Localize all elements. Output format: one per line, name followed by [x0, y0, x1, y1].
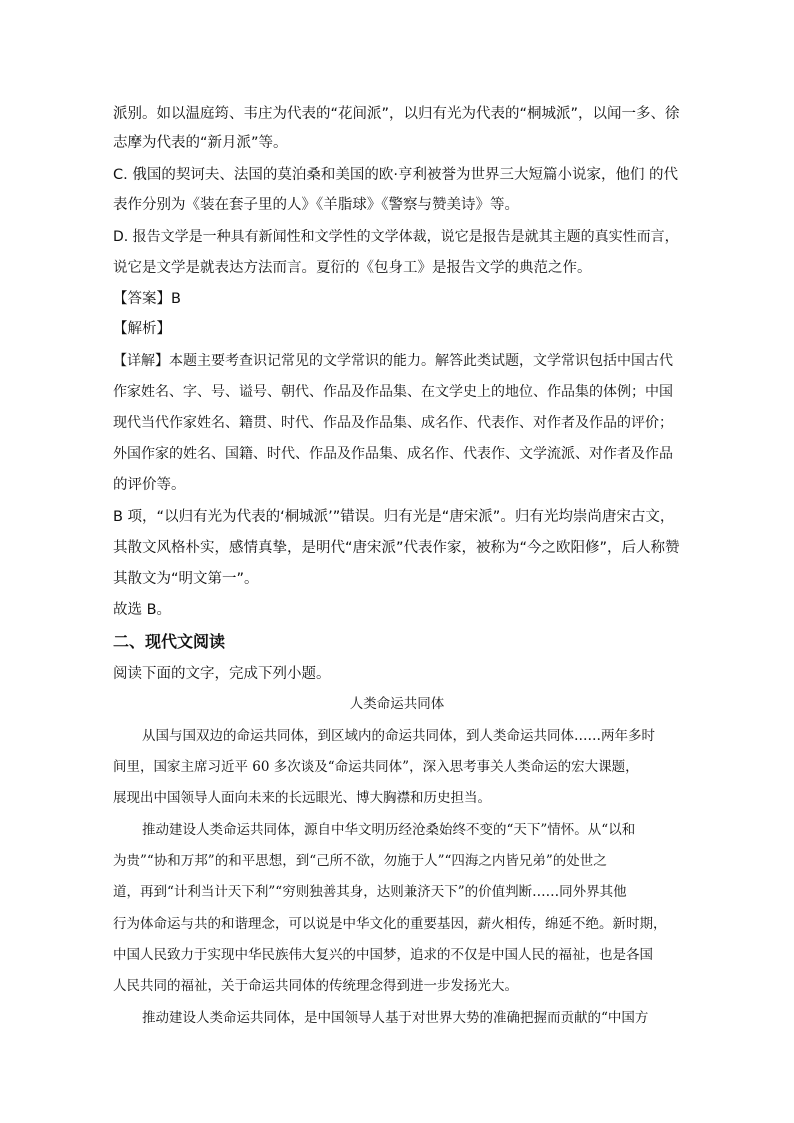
article-line: 展现出中国领导人面向未来的长远眼光、博大胸襟和历史担当。	[113, 790, 491, 806]
article-line: 中国人民致力于实现中华民族伟大复兴的中国梦，追求的不仅是中国人民的福祉，也是各国	[113, 947, 653, 963]
explanation-line: 的评价等。	[113, 477, 186, 493]
explanation-line: 其散文风格朴实，感情真挚，是明代“唐宋派”代表作家，被称为“今之欧阳修”，后人称赞	[113, 540, 680, 556]
article-title: 人类命运共同体	[349, 696, 445, 712]
article-line: 道，再到“计利当计天下利”“穷则独善其身，达则兼济天下”的价值判断……同外界其他	[113, 884, 627, 900]
analysis-label: 【解析】	[113, 321, 171, 337]
article-line: 间里，国家主席习近平 60 多次谈及“命运共同体”，深入思考事关人类命运的宏大课题，	[113, 759, 639, 775]
section-heading: 二、现代文阅读	[113, 632, 226, 651]
article-line: 行为体命运与共的和谐理念，可以说是中华文化的重要基因，薪火相传，绵延不绝。新时期，	[113, 916, 667, 932]
text-line: 派别。如以温庭筠、韦庄为代表的“花间派”，以归有光为代表的“桐城派”，以闻一多、徐	[113, 106, 680, 122]
text-line: 志摩为代表的“新月派”等。	[113, 135, 288, 151]
article-line: 人民共同的福祉，关于命运共同体的传统理念得到进一步发扬光大。	[113, 978, 518, 994]
option-c-line: C. 俄国的契诃夫、法国的莫泊桑和美国的欧·亨利被誉为世界三大短篇小说家，他们 的代	[113, 167, 679, 183]
article-line: 从国与国双边的命运共同体，到区域内的命运共同体，到人类命运共同体……两年多时	[142, 728, 655, 744]
explanation-line: 现代当代作家姓名、籍贯、时代、作品及作品集、成名作、代表作、对作者及作品的评价；	[113, 415, 673, 431]
explanation-line: 【详解】本题主要考查识记常见的文学常识的能力。解答此类试题，文学常识包括中国古代	[113, 353, 673, 369]
option-d-line: D. 报告文学是一种具有新闻性和文学性的文学体裁，说它是报告是就其主题的真实性而言，	[113, 229, 679, 245]
explanation-line: 作家姓名、字、号、谥号、朝代、作品及作品集、在文学史上的地位、作品集的体例；中国	[113, 384, 673, 400]
explanation-line: 外国作家的姓名、国籍、时代、作品及作品集、成名作、代表作、文学流派、对作者及作品	[113, 446, 673, 462]
article-line: 为贵”“协和万邦”的和平思想，到“己所不欲，勿施于人”“四海之内皆兄弟”的处世之	[113, 853, 607, 869]
explanation-line: B 项，“以归有光为代表的‘桐城派’”错误。归有光是“唐宋派”。归有光均崇尚唐宋古文，	[113, 509, 675, 525]
explanation-line: 其散文为“明文第一”。	[113, 571, 259, 587]
conclusion-line: 故选 B。	[113, 602, 172, 618]
instruction-line: 阅读下面的文字，完成下列小题。	[113, 666, 331, 682]
answer-label: 【答案】B	[113, 291, 181, 307]
article-line: 推动建设人类命运共同体，源自中华文明历经沧桑始终不变的“天下”情怀。从“以和	[142, 822, 636, 838]
article-line: 推动建设人类命运共同体，是中国领导人基于对世界大势的准确把握而贡献的“中国方	[142, 1010, 649, 1026]
text-line: 表作分别为《装在套子里的人》《羊脂球》《警察与赞美诗》等。	[113, 197, 519, 213]
text-line: 说它是文学是就表达方法而言。夏衍的《包身工》是报告文学的典范之作。	[113, 260, 592, 276]
